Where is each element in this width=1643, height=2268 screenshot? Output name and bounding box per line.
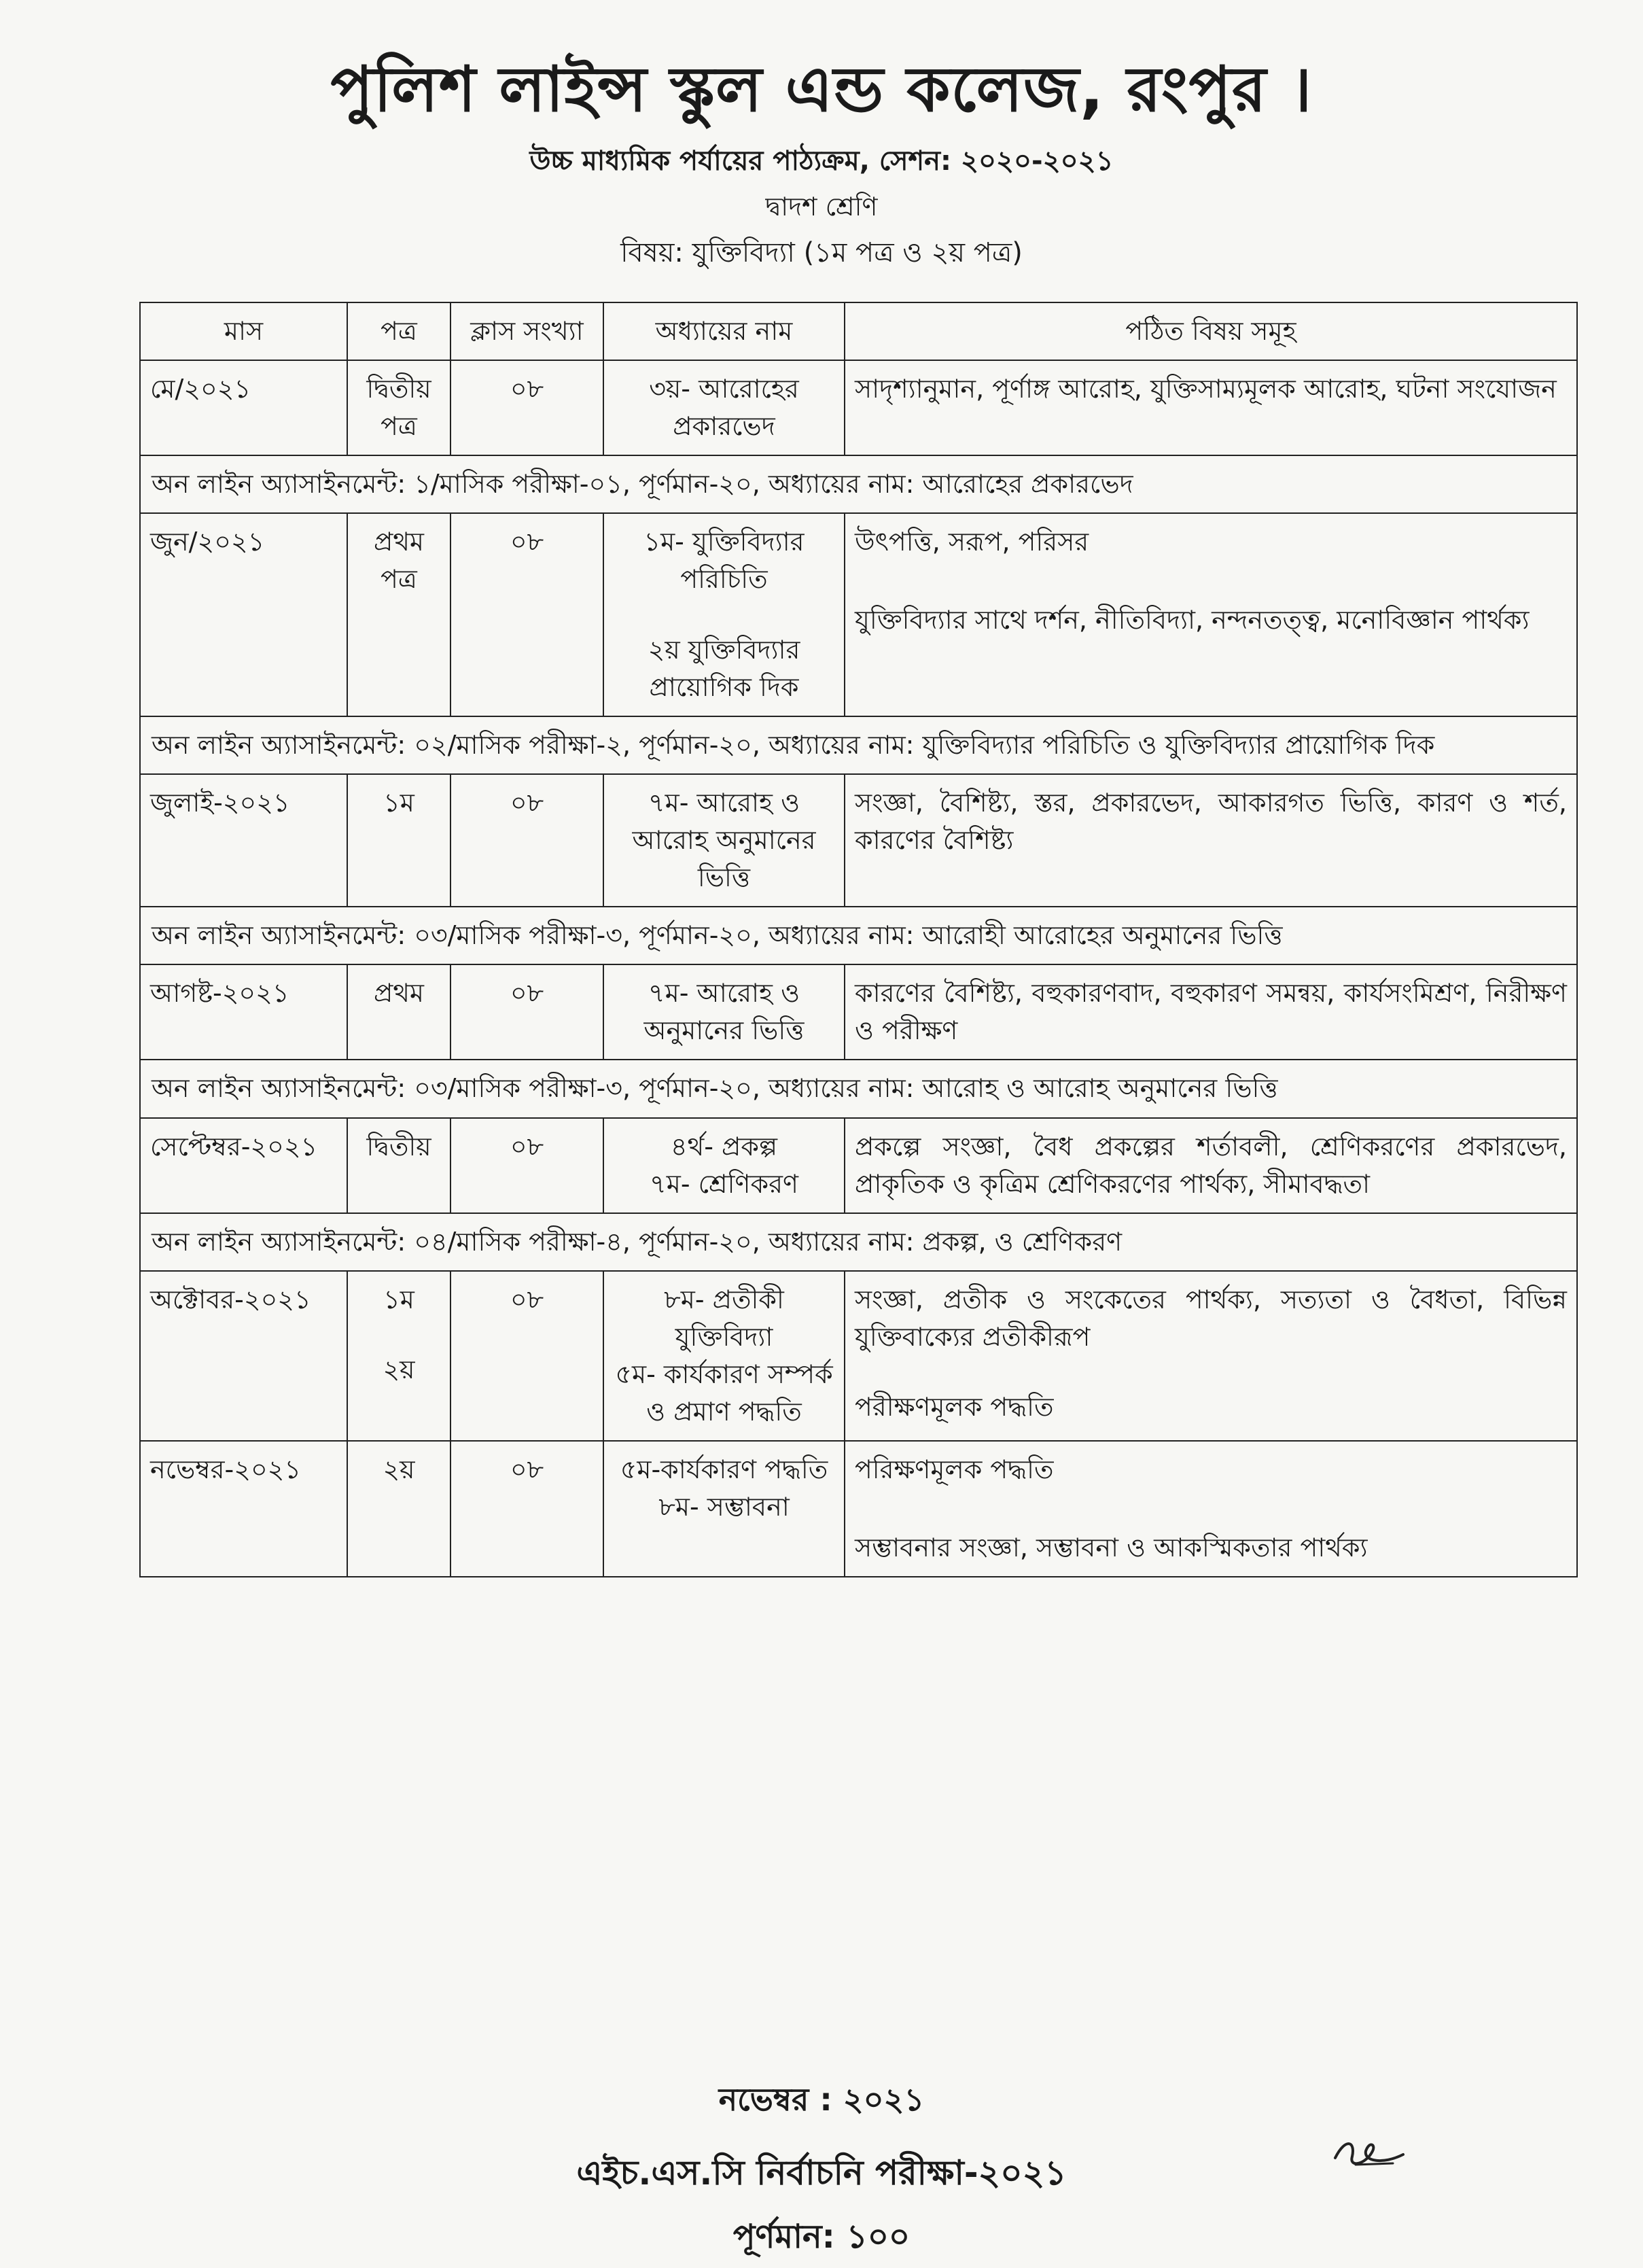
table-row bbox=[140, 774, 1577, 907]
exam-title: এইচ.এস.সি নির্বাচনি পরীক্ষা-২০২১ bbox=[576, 2153, 1067, 2193]
month-cell: জুলাই-২০২১ bbox=[140, 774, 347, 907]
institution-title: পুলিশ লাইন্স স্কুল এন্ড কলেজ, রংপুর । bbox=[330, 53, 1313, 126]
table-row bbox=[140, 964, 1577, 1060]
assignment-text: অন লাইন অ্যাসাইনমেন্ট: ০৩/মাসিক পরীক্ষা-৩, পূর্ণমান-২০, অধ্যায়ের নাম: আরোহ ও আরোহ অনুমানের ভিত্তি bbox=[140, 1060, 1577, 1117]
topic-text: যুক্তিবিদ্যার সাথে দর্শন, নীতিবিদ্যা, নন্দনতত্ত্ব, মনোবিজ্ঞান পার্থক্য bbox=[855, 605, 1530, 635]
topic-text: পরীক্ষণমূলক পদ্ধতি bbox=[855, 1391, 1054, 1422]
header-classes: ক্লাস সংখ্যা bbox=[450, 302, 603, 360]
month-cell: মে/২০২১ bbox=[140, 360, 347, 455]
paper-label: ২য় bbox=[383, 1354, 415, 1384]
chapter-name: ১ম- যুক্তিবিদ্যার পরিচিতি bbox=[643, 527, 805, 595]
chapter-cell bbox=[603, 513, 845, 716]
assignment-text: অন লাইন অ্যাসাইনমেন্ট: ০৩/মাসিক পরীক্ষা-৩, পূর্ণমান-২০, অধ্যায়ের নাম: আরোহী আরোহের অনুমানের ভিত্তি bbox=[140, 907, 1577, 964]
chapter-name: ৮ম- সম্ভাবনা bbox=[658, 1492, 790, 1522]
header-topics: পঠিত বিষয় সমূহ bbox=[845, 302, 1577, 360]
paper-cell: দ্বিতীয় bbox=[347, 1118, 450, 1213]
classes-cell: ০৮ bbox=[450, 513, 603, 716]
table-row bbox=[140, 1118, 1577, 1213]
total-marks: পূর্ণমান: ১০০ bbox=[732, 2218, 911, 2256]
topics-cell bbox=[845, 1271, 1577, 1441]
header-month: মাস bbox=[140, 302, 347, 360]
classes-cell: ০৮ bbox=[450, 1441, 603, 1577]
paper-cell: ১ম bbox=[347, 774, 450, 907]
header-paper: পত্র bbox=[347, 302, 450, 360]
classes-cell: ০৮ bbox=[450, 360, 603, 455]
topic-text: উৎপত্তি, সরূপ, পরিসর bbox=[855, 527, 1089, 557]
syllabus-table bbox=[139, 302, 1578, 1577]
chapter-name: ২য় যুক্তিবিদ্যার প্রায়োগিক দিক bbox=[648, 634, 800, 702]
table-row bbox=[140, 513, 1577, 716]
chapter-cell: ৭ম- আরোহ ও অনুমানের ভিত্তি bbox=[603, 964, 845, 1060]
topics-cell bbox=[845, 1441, 1577, 1577]
chapter-name: ৪র্থ- প্রকল্প bbox=[670, 1131, 778, 1162]
curriculum-subtitle: উচ্চ মাধ্যমিক পর্যায়ের পাঠ্যক্রম, সেশন: ২০২০-২০২১ bbox=[529, 145, 1114, 177]
paper-cell: দ্বিতীয় পত্র bbox=[347, 360, 450, 455]
subject-label: বিষয়: যুক্তিবিদ্যা (১ম পত্র ও ২য় পত্র) bbox=[620, 237, 1023, 268]
table-row bbox=[140, 360, 1577, 455]
assignment-row bbox=[140, 1213, 1577, 1271]
chapter-name: ৫ম- কার্যকারণ সম্পর্ক ও প্রমাণ পদ্ধতি bbox=[615, 1359, 833, 1427]
paper-cell: ২য় bbox=[347, 1441, 450, 1577]
assignment-text: অন লাইন অ্যাসাইনমেন্ট: ০২/মাসিক পরীক্ষা-২, পূর্ণমান-২০, অধ্যায়ের নাম: যুক্তিবিদ্যার পরিচিতি ও যুক্তিবিদ্যার প্রায়োগিক দিক bbox=[140, 716, 1577, 774]
assignment-row bbox=[140, 1060, 1577, 1117]
chapter-cell: ৭ম- আরোহ ও আরোহ অনুমানের ভিত্তি bbox=[603, 774, 845, 907]
topics-cell: সাদৃশ্যানুমান, পূর্ণাঙ্গ আরোহ, যুক্তিসাম্যমূলক আরোহ, ঘটনা সংযোজন bbox=[845, 360, 1577, 455]
topics-cell: কারণের বৈশিষ্ট্য, বহুকারণবাদ, বহুকারণ সমন্বয়, কার্যসংমিশ্রণ, নিরীক্ষণ ও পরীক্ষণ bbox=[845, 964, 1577, 1060]
classes-cell: ০৮ bbox=[450, 1271, 603, 1441]
table-header-row bbox=[140, 302, 1577, 360]
month-cell: অক্টোবর-২০২১ bbox=[140, 1271, 347, 1441]
assignment-text: অন লাইন অ্যাসাইনমেন্ট: ১/মাসিক পরীক্ষা-০১, পূর্ণমান-২০, অধ্যায়ের নাম: আরোহের প্রকারভেদ bbox=[140, 455, 1577, 513]
paper-label: ১ম bbox=[383, 1284, 414, 1314]
month-cell: জুন/২০২১ bbox=[140, 513, 347, 716]
month-cell: আগষ্ট-২০২১ bbox=[140, 964, 347, 1060]
signature-icon bbox=[1328, 2131, 1410, 2178]
table-row bbox=[140, 1441, 1577, 1577]
topic-text: পরিক্ষণমূলক পদ্ধতি bbox=[855, 1454, 1054, 1485]
footer-month: নভেম্বর : ২০২১ bbox=[718, 2081, 925, 2118]
paper-cell bbox=[347, 1271, 450, 1441]
assignment-row bbox=[140, 716, 1577, 774]
chapter-cell bbox=[603, 1441, 845, 1577]
classes-cell: ০৮ bbox=[450, 964, 603, 1060]
topics-cell: প্রকল্পে সংজ্ঞা, বৈধ প্রকল্পের শর্তাবলী, শ্রেণিকরণের প্রকারভেদ, প্রাকৃতিক ও কৃত্রিম শ্রেণিকরণের পার্থক্য, সীমাবদ্ধতা bbox=[845, 1118, 1577, 1213]
header-chapter: অধ্যায়ের নাম bbox=[603, 302, 845, 360]
class-label: দ্বাদশ শ্রেণি bbox=[765, 192, 878, 222]
classes-cell: ০৮ bbox=[450, 774, 603, 907]
month-cell: নভেম্বর-২০২১ bbox=[140, 1441, 347, 1577]
chapter-cell bbox=[603, 1271, 845, 1441]
month-cell: সেপ্টেম্বর-২০২১ bbox=[140, 1118, 347, 1213]
chapter-cell bbox=[603, 1118, 845, 1213]
chapter-name: ৮ম- প্রতীকী যুক্তিবিদ্যা bbox=[664, 1284, 784, 1352]
paper-cell: প্রথম bbox=[347, 964, 450, 1060]
chapter-cell: ৩য়- আরোহের প্রকারভেদ bbox=[603, 360, 845, 455]
topics-cell bbox=[845, 513, 1577, 716]
assignment-text: অন লাইন অ্যাসাইনমেন্ট: ০৪/মাসিক পরীক্ষা-৪, পূর্ণমান-২০, অধ্যায়ের নাম: প্রকল্প, ও শ্রেণিকরণ bbox=[140, 1213, 1577, 1271]
chapter-name: ৫ম-কার্যকারণ পদ্ধতি bbox=[620, 1454, 828, 1485]
table-row bbox=[140, 1271, 1577, 1441]
topics-cell: সংজ্ঞা, বৈশিষ্ট্য, স্তর, প্রকারভেদ, আকারগত ভিত্তি, কারণ ও শর্ত, কারণের বৈশিষ্ট্য bbox=[845, 774, 1577, 907]
assignment-row bbox=[140, 455, 1577, 513]
assignment-row bbox=[140, 907, 1577, 964]
paper-cell: প্রথম পত্র bbox=[347, 513, 450, 716]
chapter-name: ৭ম- শ্রেণিকরণ bbox=[650, 1168, 798, 1199]
classes-cell: ০৮ bbox=[450, 1118, 603, 1213]
topic-text: সম্ভাবনার সংজ্ঞা, সম্ভাবনা ও আকস্মিকতার পার্থক্য bbox=[855, 1533, 1368, 1563]
topic-text: সংজ্ঞা, প্রতীক ও সংকেতের পার্থক্য, সত্যতা ও বৈধতা, বিভিন্ন যুক্তিবাক্যের প্রতীকীরূপ bbox=[855, 1284, 1567, 1352]
